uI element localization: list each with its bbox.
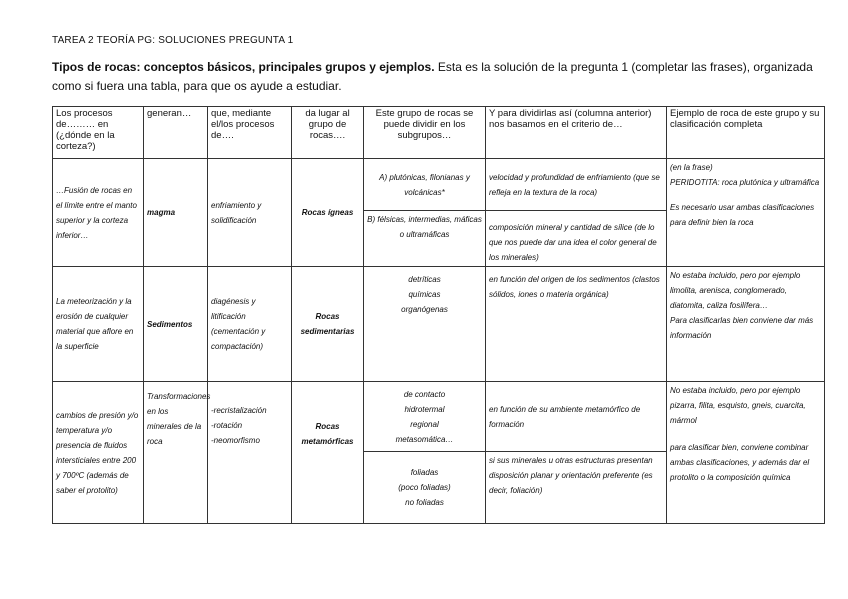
header-generan: generan… [144,107,208,159]
sed-procesos: La meteorización y la erosión de cualquier material que aflore en la superficie [53,267,144,382]
igneas-sub2: B) félsicas, intermedias, máficas o ultramáficas [364,211,486,267]
igneas-ejemplo-line1: (en la frase) [670,163,713,172]
meta-ejemplo-line1: No estaba incluido, pero por ejemplo pizarra, filita, esquisto, gneis, cuarcita, mármol [670,386,806,425]
table-row-sedimentarias [53,267,825,382]
meta-sub1-line4: metasomática… [395,434,454,444]
igneas-crit2: composición mineral y cantidad de sílice (de lo que nos puede dar una idea el color general de los minerales) [486,211,667,267]
sed-sub-line2: químicas [408,290,441,299]
header-mediante: que, mediante el/los procesos de…. [208,107,292,159]
sed-generan: Sedimentos [144,267,208,382]
meta-sub1-line2: hidrotermal [404,404,445,414]
header-procesos: Los procesos de……… en (¿dónde en la corteza?) [53,107,144,159]
sed-ejemplo-line1: No estaba incluido, pero por ejemplo limolita, arenisca, conglomerado, diatomita, caliza fosilífera… [670,271,801,310]
igneas-mediante: enfriamiento y solidificación [208,159,292,267]
igneas-ejemplo-line2: PERIDOTITA: roca plutónica y ultramáfica [670,178,820,187]
sed-grupo: Rocas sedimentarias [292,267,364,382]
meta-grupo-text: Rocas metamórficas [301,422,354,446]
meta-ejemplo-line2: para clasificar bien, conviene combinar ambas clasificaciones, y además dar el protolito o la composición química [670,443,810,482]
igneas-sub1: A) plutónicas, filonianas y volcánicas* [364,159,486,211]
igneas-ejemplo-line3: Es necesario usar ambas clasificaciones para definir bien la roca [670,203,815,227]
intro-bold: Tipos de rocas: conceptos básicos, principales grupos y ejemplos. [52,60,435,74]
table-header-row [53,107,825,159]
meta-sub1 [364,382,486,452]
sed-criterio [486,267,667,382]
igneas-generan: magma [144,159,208,267]
table-row-igneas-a [53,159,825,211]
meta-mediante-line3: -neomorfismo [211,436,260,445]
sed-subgrupos [364,267,486,382]
meta-mediante [208,382,292,524]
meta-procesos: cambios de presión y/o temperatura y/o presencia de fluidos intersticiales entre 200 y 700ºC (además de saber el protolito) [53,382,144,524]
igneas-ejemplo [667,159,825,267]
intro-text: Esta es la solución de la pregunta 1 (completar las frases), organizada como si fuera una tabla, para que os ayude a estudiar. [52,60,813,93]
igneas-procesos: …Fusión de rocas en el límite entre el manto superior y la corteza inferior… [53,159,144,267]
header-grupo: da lugar al grupo de rocas…. [292,107,364,159]
sed-criterio-text: en función del origen de los sedimentos (clastos sólidos, iones o materia orgánica) [489,275,660,299]
table-row-metamorficas-a [53,382,825,452]
sed-sub-line1: detríticas [408,275,441,284]
meta-sub2-line3: no foliadas [405,498,444,507]
meta-mediante-line2: -rotación [211,421,243,430]
meta-ejemplo [667,382,825,524]
meta-sub2 [364,452,486,524]
igneas-grupo: Rocas ígneas [292,159,364,267]
sed-ejemplo [667,267,825,382]
meta-sub2-line1: foliadas [410,468,439,477]
sed-mediante: diagénesis y litificación (cementación y compactación) [208,267,292,382]
meta-generan [144,382,211,524]
meta-grupo [292,382,364,524]
igneas-crit1: velocidad y profundidad de enfriamiento (que se refleja en la textura de la roca) [486,159,667,211]
meta-crit2: si sus minerales u otras estructuras presentan disposición planar y orientación preferente (es decir, foliación) [486,452,667,524]
sed-sub-line3: organógenas [401,305,448,314]
header-subgrupos: Este grupo de rocas se puede dividir en los subgrupos… [364,107,486,159]
meta-crit1: en función de su ambiente metamórfico de formación [486,382,667,452]
header-ejemplo: Ejemplo de roca de este grupo y su clasificación completa [667,107,825,159]
intro-paragraph [52,58,822,96]
meta-sub2-line2: (poco foliadas) [398,483,451,492]
meta-sub1-line3: regional [410,419,439,429]
meta-sub1-line1: de contacto [403,389,446,399]
meta-generan-text: Transformaciones en los minerales de la roca [147,392,211,446]
sed-ejemplo-line2: Para clasificarlas bien conviene dar más información [670,316,814,340]
rock-types-table [52,106,825,524]
header-criterio: Y para dividirlas así (columna anterior) nos basamos en el criterio de… [486,107,667,159]
meta-mediante-line1: -recristalización [211,406,267,415]
document-header: TAREA 2 TEORÍA PG: SOLUCIONES PREGUNTA 1 [52,35,294,46]
